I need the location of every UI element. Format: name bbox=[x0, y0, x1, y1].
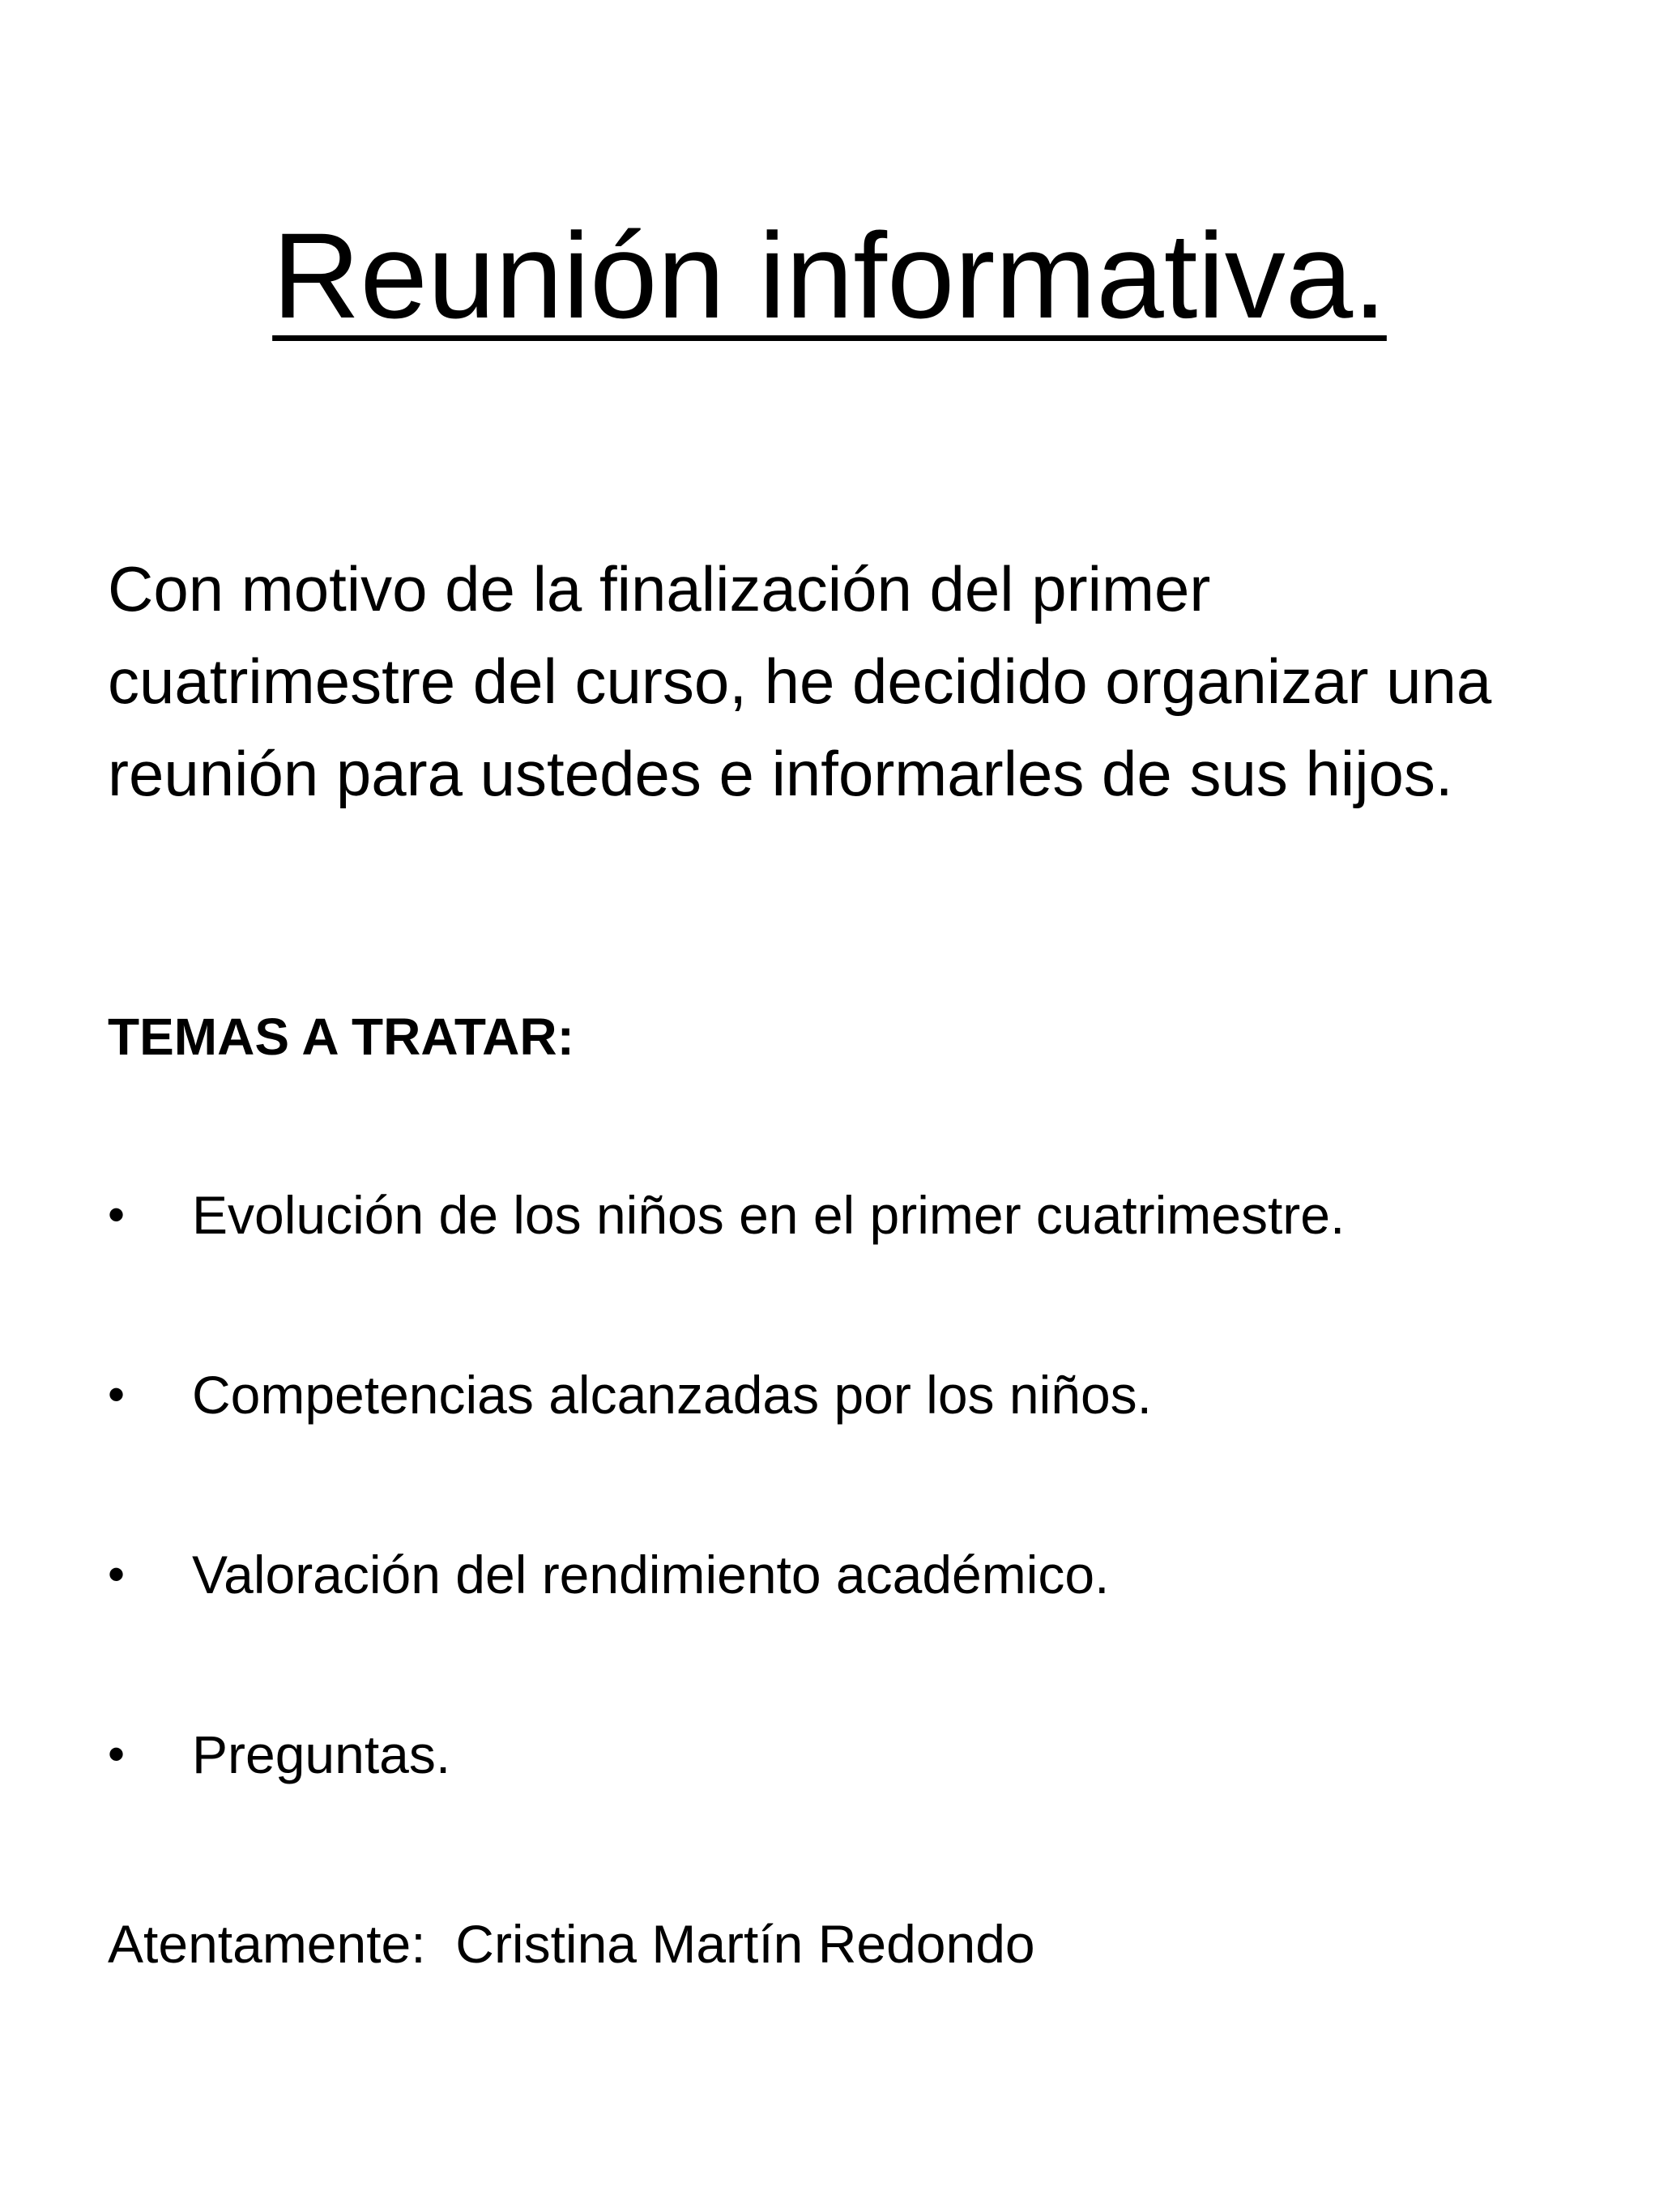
list-item bbox=[108, 1718, 1566, 1898]
list-item bbox=[108, 1358, 1566, 1538]
list-item bbox=[108, 1538, 1566, 1718]
bullet-icon: • bbox=[108, 1547, 126, 1601]
closing-label: Atentamente: bbox=[108, 1914, 426, 1974]
list-item bbox=[108, 1178, 1566, 1358]
author-name: Cristina Martín Redondo bbox=[455, 1914, 1035, 1974]
topic-text: Valoración del rendimiento académico. bbox=[192, 1545, 1110, 1605]
topic-text: Evolución de los niños en el primer cuatrimestre. bbox=[192, 1185, 1346, 1245]
signature-line bbox=[108, 1907, 1035, 1980]
topics-heading: TEMAS A TRATAR: bbox=[108, 1008, 574, 1066]
bullet-icon: • bbox=[108, 1187, 126, 1242]
topic-text: Competencias alcanzadas por los niños. bbox=[192, 1365, 1153, 1425]
topic-list bbox=[108, 1178, 1566, 1898]
bullet-icon: • bbox=[108, 1727, 126, 1781]
intro-paragraph: Con motivo de la finalización del primer cuatrimestre del curso, he decidido organizar una reunión para ustedes e informarles de sus hijos. bbox=[108, 553, 1492, 809]
page-title bbox=[0, 202, 1659, 348]
page-title-text: Reunión informativa. bbox=[272, 207, 1387, 343]
bullet-icon: • bbox=[108, 1367, 126, 1421]
topic-text: Preguntas. bbox=[192, 1724, 451, 1784]
